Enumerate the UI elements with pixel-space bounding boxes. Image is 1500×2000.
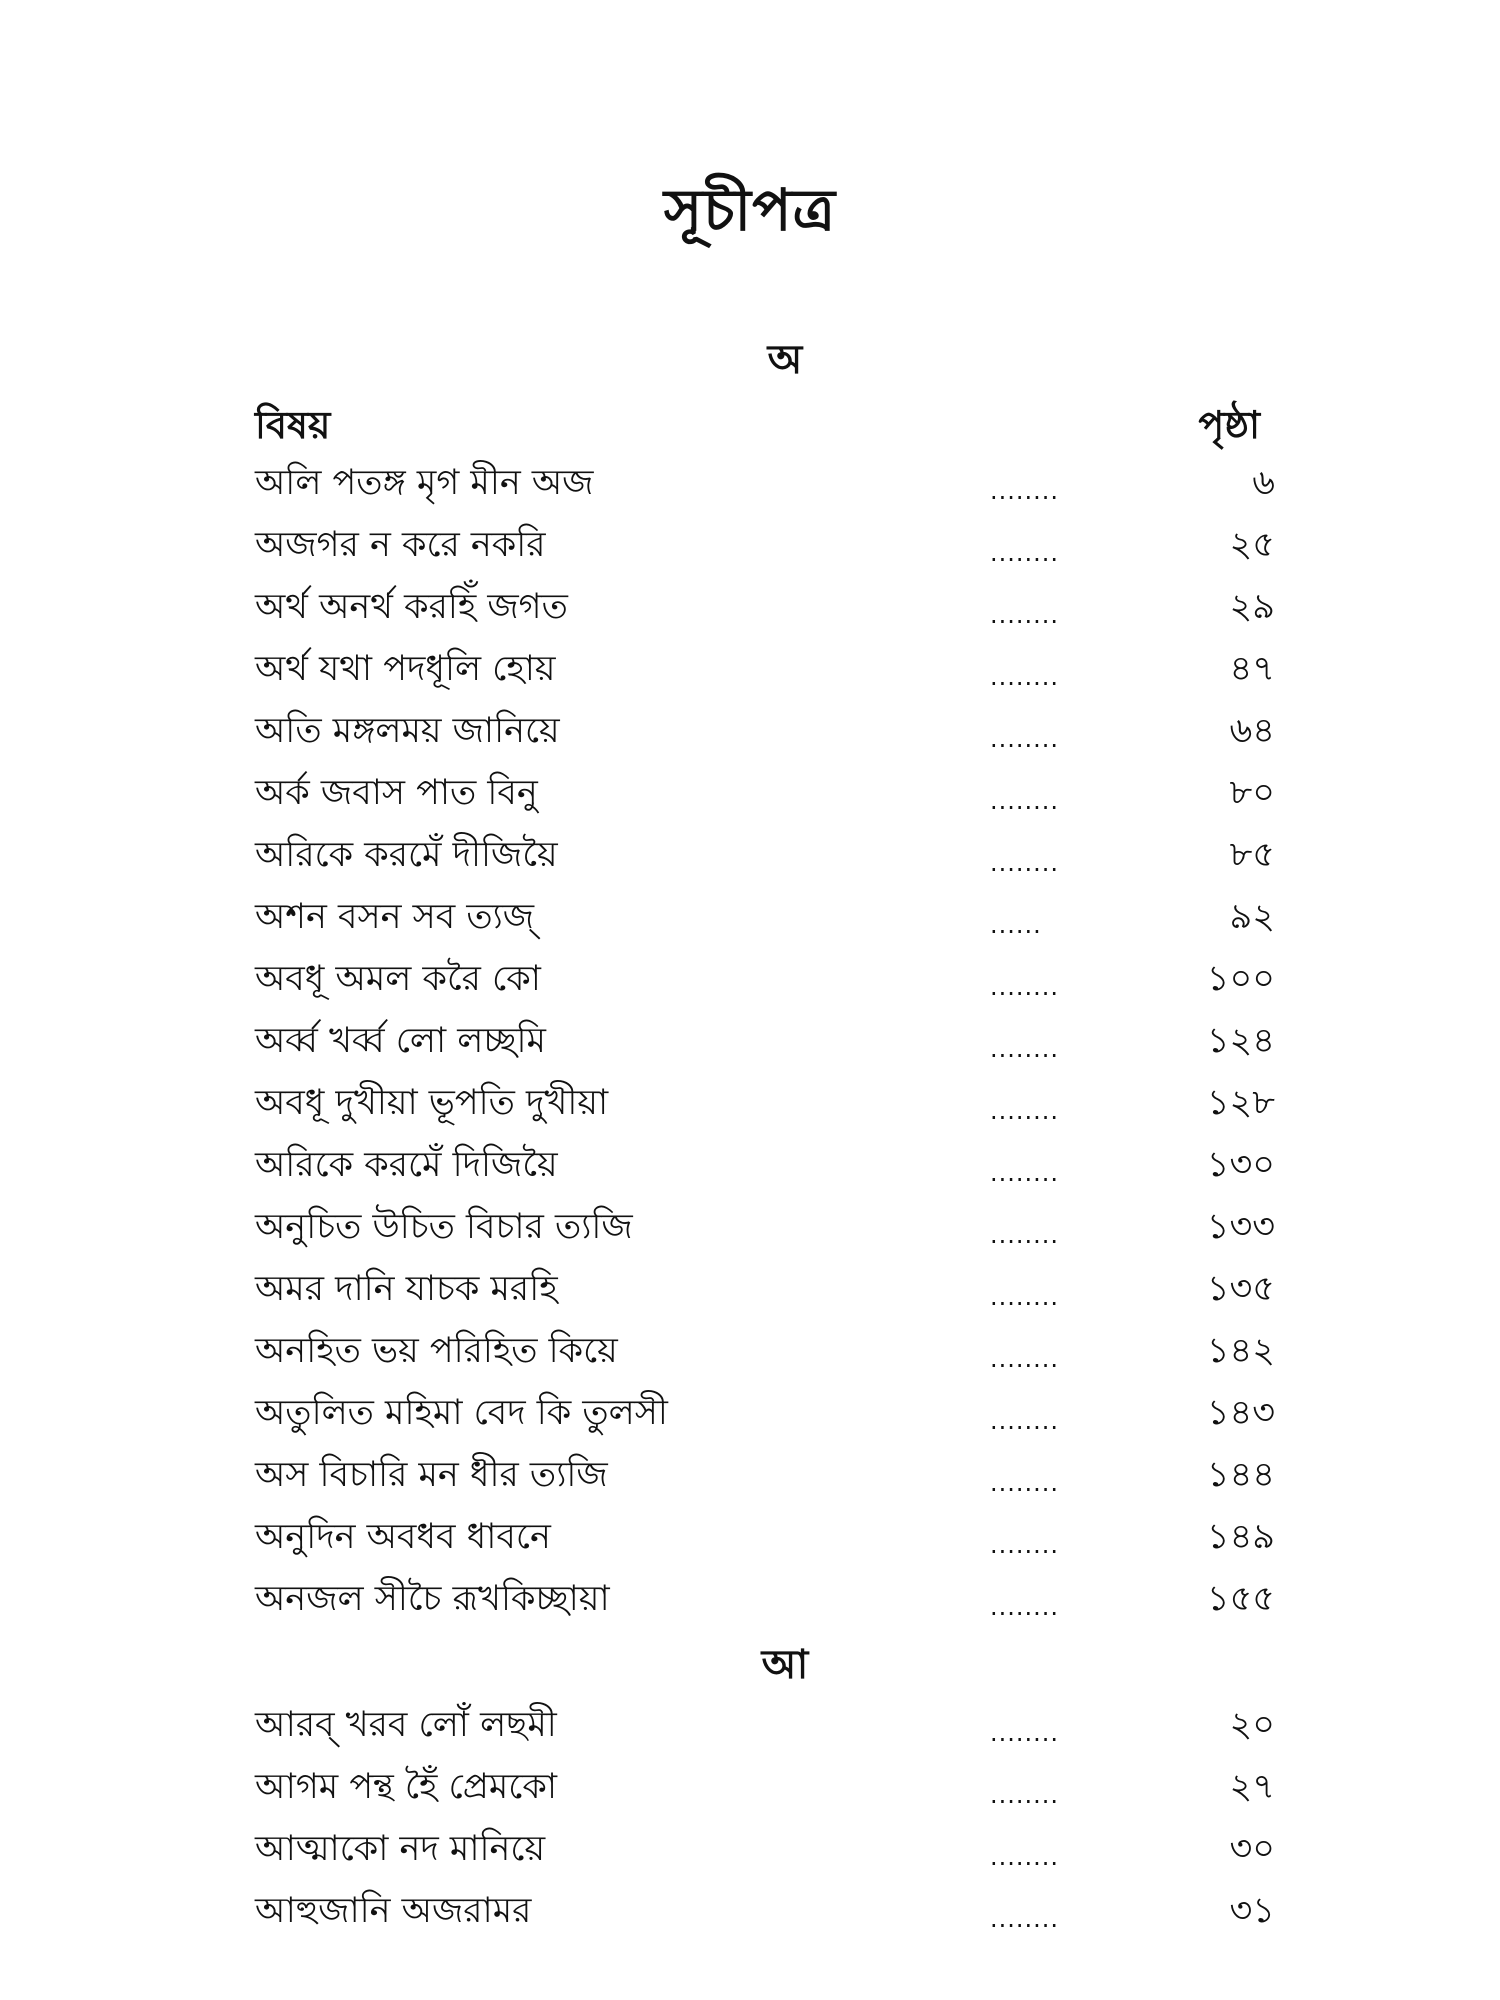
contents-row: [0, 644, 1500, 694]
page-column-header: পৃষ্ঠা: [1198, 403, 1260, 447]
entry-topic: অনুদিন অবধব ধাবনে: [255, 1517, 551, 1557]
entry-leader-dots: ........: [990, 663, 1060, 691]
entry-topic: আগম পন্থ হৈঁ প্রেমকো: [255, 1767, 557, 1807]
entry-leader-dots: ........: [990, 787, 1060, 815]
section-letter-o: অ: [767, 337, 803, 383]
entry-page-number: ১৩৫: [1206, 1269, 1275, 1309]
entry-leader-dots: ........: [990, 725, 1060, 753]
contents-row: [0, 1700, 1500, 1750]
entry-leader-dots: ........: [990, 1531, 1060, 1559]
entry-topic: অজগর ন করে নকরি: [255, 525, 546, 565]
contents-row: [0, 830, 1500, 880]
entry-leader-dots: ........: [990, 1407, 1060, 1435]
entry-leader-dots: ........: [990, 1097, 1060, 1125]
contents-row: [0, 458, 1500, 508]
entry-topic: অমর দানি যাচক মরহি: [255, 1269, 558, 1309]
entry-topic: অরিকে করমেঁ দীজিয়ৈ: [255, 835, 558, 875]
contents-row: [0, 1264, 1500, 1314]
entry-topic: আরব্ খরব লোঁ লছমী: [255, 1705, 557, 1745]
entry-page-number: ৩১: [1229, 1891, 1275, 1931]
entry-topic: অশন বসন সব ত্যজ্: [255, 897, 535, 937]
contents-row: [0, 1824, 1500, 1874]
entry-page-number: ১৪৯: [1206, 1517, 1275, 1557]
entry-page-number: ১৪২: [1206, 1331, 1275, 1371]
entry-topic: অস বিচারি মন ধীর ত্যজি: [255, 1455, 608, 1495]
contents-row: [0, 1886, 1500, 1936]
entry-leader-dots: ........: [990, 1719, 1060, 1747]
contents-row: [0, 768, 1500, 818]
entry-page-number: ৪৭: [1229, 649, 1275, 689]
entry-leader-dots: ........: [990, 1221, 1060, 1249]
entry-page-number: ৬৪: [1229, 711, 1275, 751]
entry-topic: আত্মাকো নদ মানিয়ে: [255, 1829, 546, 1869]
entry-leader-dots: ........: [990, 1843, 1060, 1871]
entry-leader-dots: ........: [990, 1345, 1060, 1373]
entry-leader-dots: ........: [990, 1905, 1060, 1933]
contents-row: [0, 1202, 1500, 1252]
entry-leader-dots: ........: [990, 1159, 1060, 1187]
entry-page-number: ২৭: [1229, 1767, 1275, 1807]
entry-topic: অলি পতঙ্গ মৃগ মীন অজ: [255, 463, 594, 503]
entry-leader-dots: ........: [990, 601, 1060, 629]
contents-row: [0, 1078, 1500, 1128]
entry-page-number: ৮৫: [1229, 835, 1275, 875]
entry-leader-dots: ........: [990, 1781, 1060, 1809]
entry-leader-dots: ......: [990, 911, 1042, 939]
entry-leader-dots: ........: [990, 1593, 1060, 1621]
entry-topic: আহুজানি অজরামর: [255, 1891, 532, 1931]
entry-page-number: ১০০: [1206, 959, 1275, 999]
entry-topic: অতুলিত মহিমা বেদ কি তুলসী: [255, 1393, 668, 1433]
entry-topic: অর্থ যথা পদধূলি হোয়: [255, 649, 556, 689]
entry-topic: অর্ব্ব খর্ব্ব লো লচ্ছমি: [255, 1021, 546, 1061]
contents-row: [0, 520, 1500, 570]
entry-topic: অরিকে করমেঁ দিজিয়ৈ: [255, 1145, 558, 1185]
contents-row: [0, 1450, 1500, 1500]
entry-leader-dots: ........: [990, 849, 1060, 877]
contents-row: [0, 706, 1500, 756]
entry-page-number: ১৫৫: [1206, 1579, 1275, 1619]
page-title: সূচীপত্র: [663, 176, 837, 244]
entry-page-number: ১৩০: [1206, 1145, 1275, 1185]
entry-topic: অর্থ অনর্থ করহিঁ জগত: [255, 587, 568, 627]
topic-column-header: বিষয়: [255, 403, 331, 447]
entry-page-number: ১৪৩: [1206, 1393, 1275, 1433]
entry-topic: অতি মঙ্গলময় জানিয়ে: [255, 711, 560, 751]
entry-page-number: ৬: [1252, 463, 1275, 503]
contents-row: [0, 954, 1500, 1004]
entry-page-number: ১২৪: [1206, 1021, 1275, 1061]
entry-leader-dots: ........: [990, 973, 1060, 1001]
contents-row: [0, 1574, 1500, 1624]
entry-page-number: ৮০: [1229, 773, 1275, 813]
contents-row: [0, 1762, 1500, 1812]
entry-page-number: ৯২: [1229, 897, 1275, 937]
contents-row: [0, 892, 1500, 942]
entry-page-number: ২৫: [1229, 525, 1275, 565]
entry-page-number: ১৩৩: [1206, 1207, 1275, 1247]
entry-leader-dots: ........: [990, 1035, 1060, 1063]
entry-leader-dots: ........: [990, 477, 1060, 505]
entry-page-number: ১৪৪: [1206, 1455, 1275, 1495]
contents-row: [0, 1326, 1500, 1376]
contents-row: [0, 1512, 1500, 1562]
entry-topic: অর্ক জবাস পাত বিনু: [255, 773, 538, 813]
section-letter-aa: আ: [761, 1642, 809, 1688]
entry-page-number: ১২৮: [1206, 1083, 1275, 1123]
entry-page-number: ২৯: [1229, 587, 1275, 627]
entry-topic: অবধূ অমল করৈ কো: [255, 959, 541, 999]
entry-topic: অনুচিত উচিত বিচার ত্যজি: [255, 1207, 633, 1247]
entry-leader-dots: ........: [990, 1469, 1060, 1497]
entry-page-number: ৩০: [1229, 1829, 1275, 1869]
contents-row: [0, 1016, 1500, 1066]
entry-topic: অনজল সীচৈ রূখকিচ্ছায়া: [255, 1579, 610, 1619]
contents-row: [0, 1388, 1500, 1438]
entry-leader-dots: ........: [990, 1283, 1060, 1311]
entry-topic: অনহিত ভয় পরিহিত কিয়ে: [255, 1331, 618, 1371]
entry-page-number: ২০: [1229, 1705, 1275, 1745]
entry-topic: অবধূ দুখীয়া ভূপতি দুখীয়া: [255, 1083, 609, 1123]
contents-row: [0, 582, 1500, 632]
contents-row: [0, 1140, 1500, 1190]
entry-leader-dots: ........: [990, 539, 1060, 567]
